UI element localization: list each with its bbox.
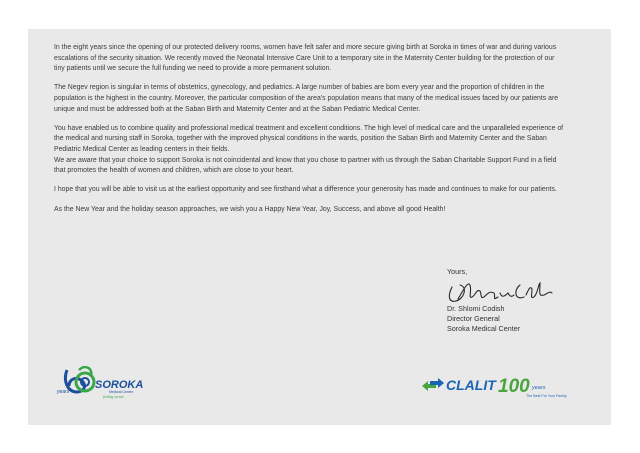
paragraph-2: The Negev region is singular in terms of obstetrics, gynecology, and pediatrics. A large number of babies are born every year and the proportion of children in the population is the highest in the country. Moreover, the particular composition of the area's population means that many of the medical issues faced by our patients are unique and must be addressed both at the Saban Birth and Maternity Center and at the Saban Pediatric Medical Center. xyxy=(54,84,559,113)
soroka-tagline: feeling secure xyxy=(103,395,125,399)
paragraph-4: We are aware that your choice to support Soroka is not coincidental and know that you chose to partner with us through the Saban Charitable Support Fund in a field that promotes the health of women and children, which are close to your heart. xyxy=(54,156,557,175)
signatory-name: Dr. Shlomi Codish xyxy=(447,304,505,313)
signatory-block xyxy=(447,304,520,335)
paragraph-6: As the New Year and the holiday season approaches, we wish you a Happy New Year, Joy, Success, and above all good Health! xyxy=(54,205,446,213)
clalit-wordmark: CLALIT xyxy=(446,377,496,393)
soroka-years-label: years xyxy=(57,389,70,395)
clalit-100-years-logo xyxy=(414,356,567,400)
paragraph-3: You have enabled us to combine quality and professional medical treatment and excellent conditions. The high level of medical care and the unparalleled experience of the medical and nursing staff in Soroka, together with the improved physical conditions in the wards, position the Saban Birth and Maternity Center and the Saban Pediatric Medical Center as leading centers in their fields. xyxy=(54,124,564,153)
soroka-60-years-logo xyxy=(55,350,175,400)
soroka-subtitle: Medical Center xyxy=(109,390,134,394)
closing-text: Yours, xyxy=(447,267,468,276)
paragraph-5: I hope that you will be able to visit us at the earliest opportunity and see firsthand what a difference your generosity has made and continues to make for our patients. xyxy=(54,186,557,194)
clalit-years-label: years xyxy=(532,385,546,391)
soroka-wordmark: SOROKA xyxy=(95,379,144,391)
signatory-org: Soroka Medical Center xyxy=(447,324,521,334)
signatory-title: Director General xyxy=(447,314,500,324)
paragraph-1: In the eight years since the opening of our protected delivery rooms, women have felt safer and more secure giving birth at Soroka in times of war and during various escalations of the security situation. We recently moved the Neonatal Intensive Care Unit to a temporary site in the Maternity Center building for the protection of our tiny patients until we secure the full funding we need to provide a more permanent solution. xyxy=(54,44,557,73)
clalit-100: 100 xyxy=(498,376,530,397)
clalit-tagline: The Best For Your Family xyxy=(526,394,567,398)
letter-body xyxy=(54,43,564,224)
